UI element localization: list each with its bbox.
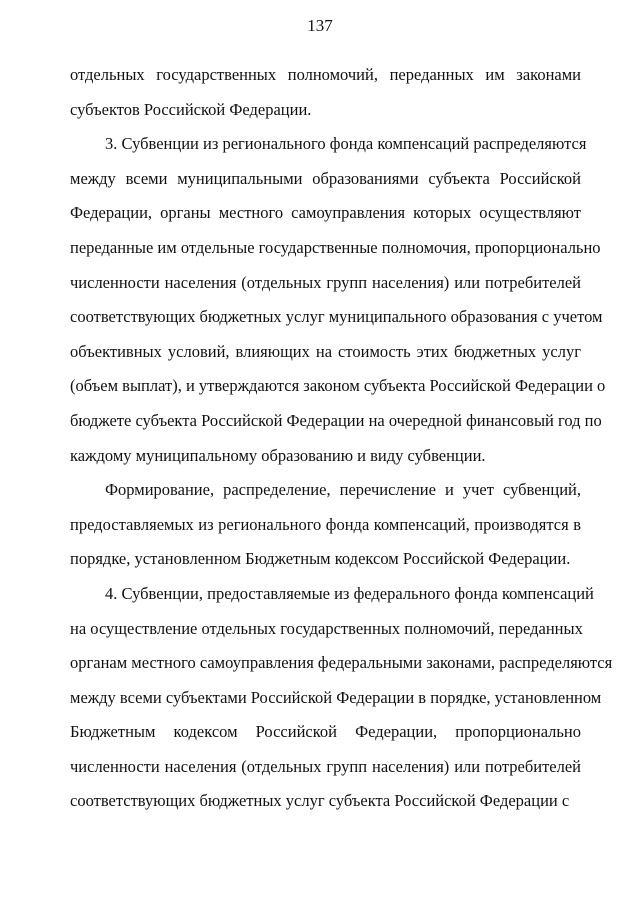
text-line: соответствующих бюджетных услуг муниципального образования с учетом	[70, 307, 603, 327]
document-body	[70, 61, 613, 822]
text-line: отдельных государственных полномочий, переданных им законами	[70, 65, 581, 84]
text-line: численности населения (отдельных групп населения) или потребителей	[70, 756, 581, 776]
text-line: органам местного самоуправления федеральными законами, распределяются	[70, 653, 613, 673]
paragraph	[70, 476, 581, 580]
text-line: на осуществление отдельных государственных полномочий, переданных	[70, 618, 583, 638]
text-line: Федерации, органы местного самоуправления которых осуществляют	[70, 203, 581, 223]
text-line: объективных условий, влияющих на стоимость этих бюджетных услуг	[70, 341, 581, 361]
text-line: численности населения (отдельных групп населения) или потребителей	[70, 272, 581, 292]
text-line: бюджете субъекта Российской Федерации на очередной финансовый год по	[70, 410, 602, 430]
text-line: Бюджетным кодексом Российской Федерации, пропорционально	[70, 722, 581, 742]
text-line: предоставляемых из регионального фонда компенсаций, производятся в	[70, 514, 581, 534]
text-line: Формирование, распределение, перечисление и учет субвенций,	[105, 480, 581, 500]
text-line: между всеми субъектами Российской Федерации в порядке, установленном	[70, 687, 602, 707]
text-line: порядке, установленном Бюджетным кодексом Российской Федерации.	[70, 549, 571, 569]
text-line: переданные им отдельные государственные полномочия, пропорционально	[70, 237, 601, 257]
paragraph	[70, 580, 613, 822]
text-line: 4. Субвенции, предоставляемые из федерального фонда компенсаций	[105, 583, 594, 603]
paragraph	[70, 61, 581, 130]
text-line: субъектов Российской Федерации.	[70, 99, 312, 119]
text-line: 3. Субвенции из регионального фонда компенсаций распределяются	[105, 134, 587, 154]
paragraph	[70, 130, 606, 476]
page-number: 137	[307, 16, 333, 35]
text-line: между всеми муниципальными образованиями субъекта Российской	[70, 168, 581, 188]
text-line: соответствующих бюджетных услуг субъекта Российской Федерации с	[70, 791, 570, 811]
text-line: (объем выплат), и утверждаются законом субъекта Российской Федерации о	[70, 376, 606, 396]
text-line: каждому муниципальному образованию и виду субвенции.	[70, 445, 486, 465]
